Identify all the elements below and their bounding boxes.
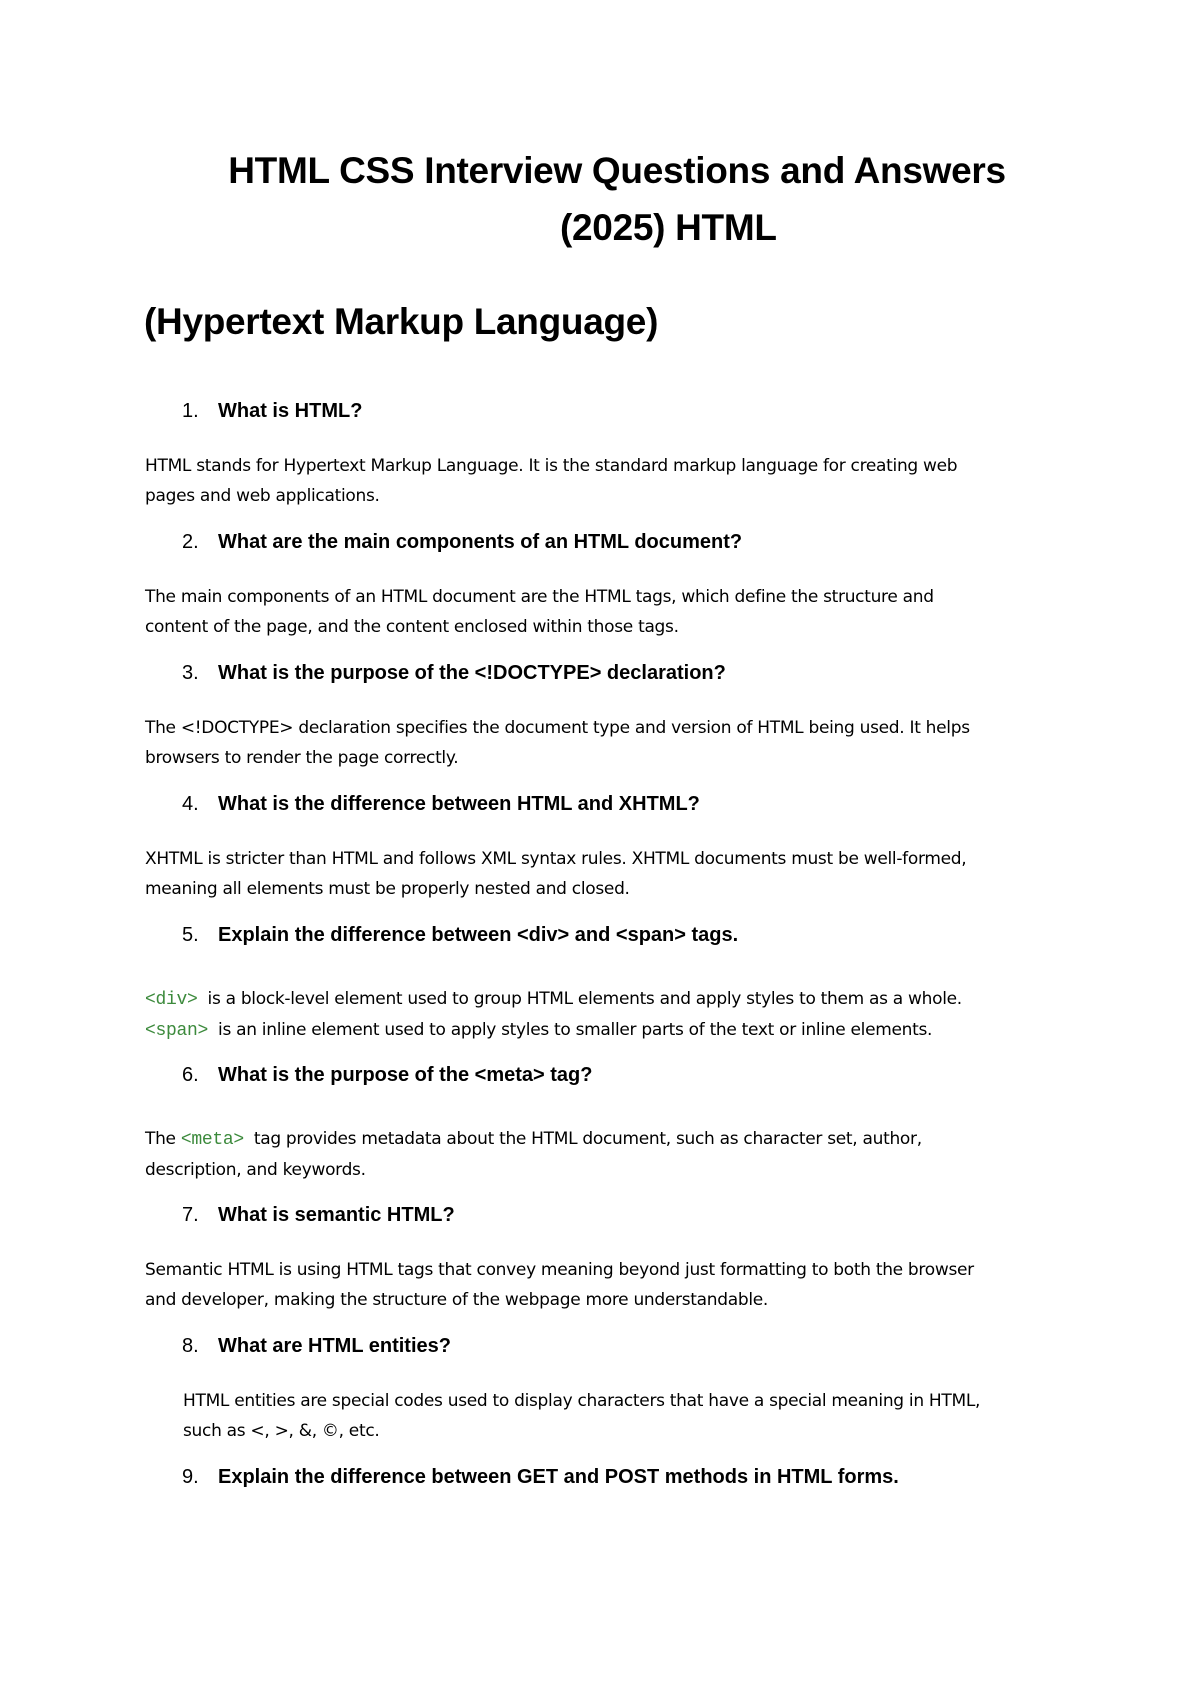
answer-line <box>145 984 1065 1015</box>
answer-5 <box>145 984 1065 1046</box>
document-title-line-2: (2025) HTML <box>560 207 777 248</box>
question-text: What are the main components of an HTML document? <box>218 531 743 553</box>
question-number: 4. <box>182 793 199 815</box>
answer-line: HTML stands for Hypertext Markup Language. It is the standard markup language for creating web <box>145 456 958 476</box>
question-number: 3. <box>182 662 199 684</box>
question-3 <box>182 660 726 686</box>
answer-2 <box>145 582 1065 642</box>
answer-line: browsers to render the page correctly. <box>145 748 459 768</box>
answer-line: and developer, making the structure of the webpage more understandable. <box>145 1290 769 1310</box>
code-snippet: <span> <box>145 1021 209 1041</box>
question-number: 7. <box>182 1204 199 1226</box>
document-title-line-1: HTML CSS Interview Questions and Answers <box>228 150 1006 191</box>
question-1 <box>182 398 362 424</box>
answer-line: such as <, >, &, ©, etc. <box>183 1421 380 1441</box>
answer-line: pages and web applications. <box>145 486 380 506</box>
code-snippet: <div> <box>145 990 198 1010</box>
answer-line: content of the page, and the content enclosed within those tags. <box>145 617 679 637</box>
question-text: Explain the difference between GET and POST methods in HTML forms. <box>218 1466 899 1488</box>
answer-text: is a block-level element used to group HTML elements and apply styles to them as a whole. <box>207 989 962 1009</box>
answer-1 <box>145 451 1065 511</box>
question-6 <box>182 1062 593 1088</box>
answer-line: The <!DOCTYPE> declaration specifies the document type and version of HTML being used. It helps <box>145 718 970 738</box>
answer-line <box>145 1124 1065 1155</box>
answer-line: HTML entities are special codes used to display characters that have a special meaning in HTML, <box>183 1391 981 1411</box>
answer-6 <box>145 1124 1065 1185</box>
question-4 <box>182 791 700 817</box>
section-heading: (Hypertext Markup Language) <box>144 301 659 342</box>
answer-line: meaning all elements must be properly nested and closed. <box>145 879 630 899</box>
question-7 <box>182 1202 455 1228</box>
code-snippet: <meta> <box>180 1130 244 1150</box>
question-number: 5. <box>182 924 199 946</box>
question-number: 2. <box>182 531 199 553</box>
question-text: Explain the difference between <div> and <span> tags. <box>218 924 739 946</box>
question-5 <box>182 922 738 948</box>
question-text: What is semantic HTML? <box>218 1204 455 1226</box>
answer-line: The main components of an HTML document are the HTML tags, which define the structure and <box>145 587 934 607</box>
answer-text: is an inline element used to apply styles to smaller parts of the text or inline elements. <box>218 1020 933 1040</box>
answer-text: tag provides metadata about the HTML document, such as character set, author, <box>253 1129 922 1149</box>
question-text: What are HTML entities? <box>218 1335 451 1357</box>
answer-line <box>145 1015 1065 1046</box>
answer-line: Semantic HTML is using HTML tags that convey meaning beyond just formatting to both the browser <box>145 1260 974 1280</box>
question-2 <box>182 529 742 555</box>
answer-4 <box>145 844 1065 904</box>
question-8 <box>182 1333 451 1359</box>
question-number: 8. <box>182 1335 199 1357</box>
answer-8 <box>183 1386 1103 1446</box>
question-text: What is the purpose of the <!DOCTYPE> declaration? <box>218 662 726 684</box>
answer-7 <box>145 1255 1065 1315</box>
answer-line: XHTML is stricter than HTML and follows XML syntax rules. XHTML documents must be well-formed, <box>145 849 967 869</box>
answer-text: The <box>145 1129 176 1149</box>
question-9 <box>182 1464 899 1490</box>
answer-line: description, and keywords. <box>145 1160 366 1180</box>
question-text: What is the purpose of the <meta> tag? <box>218 1064 593 1086</box>
answer-3 <box>145 713 1065 773</box>
question-number: 6. <box>182 1064 199 1086</box>
question-number: 9. <box>182 1466 199 1488</box>
question-number: 1. <box>182 400 199 422</box>
question-text: What is HTML? <box>218 400 363 422</box>
question-text: What is the difference between HTML and XHTML? <box>218 793 700 815</box>
